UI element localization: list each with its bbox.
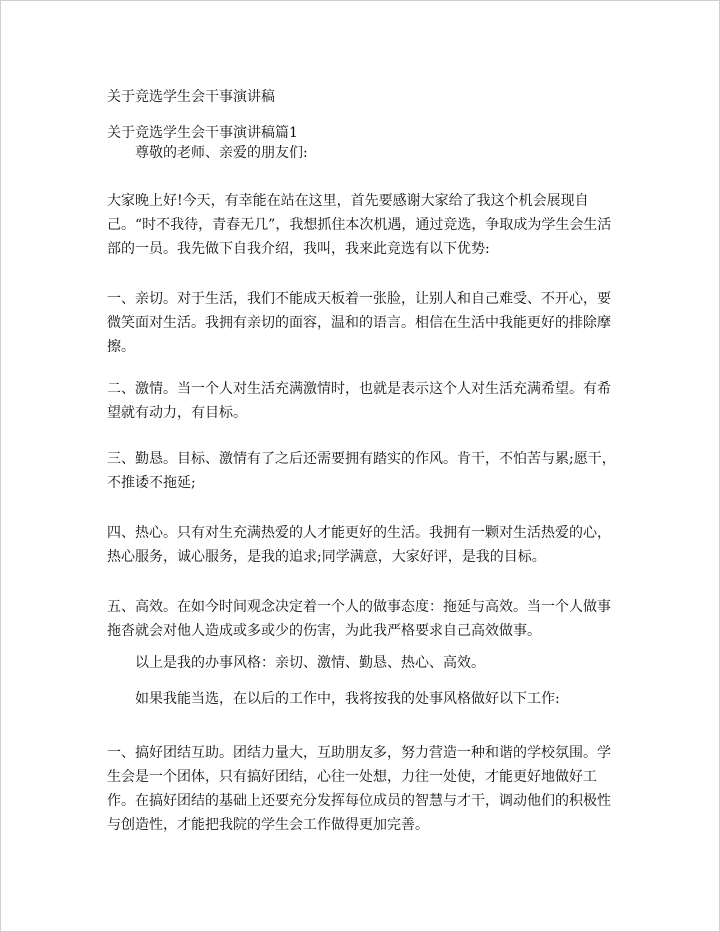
greeting: 尊敬的老师、亲爱的朋友们:	[135, 145, 308, 161]
paragraph-plan-1: 一、搞好团结互助。团结力量大，互助朋友多，努力营造一种和谐的学校氛围。学生会是一个团体，只有搞好团结，心往一处想，力往一处使，才能更好地做好工作。在搞好团结的基础上还要充分发挥每位成员的智慧与才干，调动他们的积极性与创造性，才能把我院的学生会工作做得更加完善。	[107, 745, 611, 833]
paragraph-point-3: 三、勤恳。目标、激情有了之后还需要拥有踏实的作风。肯干，不怕苦与累;愿干，不推诿不拖延;	[107, 451, 616, 491]
paragraph-point-2: 二、激情。当一个人对生活充满激情时，也就是表示这个人对生活充满希望。有希望就有动力，有目标。	[107, 381, 611, 421]
document-title: 关于竞选学生会干事演讲稿	[107, 89, 275, 105]
document-subtitle: 关于竞选学生会干事演讲稿篇1	[107, 125, 298, 141]
paragraph-intro: 大家晚上好!今天，有幸能在站在这里，首先要感谢大家给了我这个机会展现自己。“时不我待，青春无几”，我想抓住本次机遇，通过竞选，争取成为学生会生活部的一员。我先做下自我介绍，我叫，我来此竞选有以下优势:	[107, 193, 612, 257]
paragraph-plan-intro: 如果我能当选，在以后的工作中，我将按我的处事风格做好以下工作:	[135, 691, 560, 707]
paragraph-summary: 以上是我的办事风格：亲切、激情、勤恳、热心、高效。	[135, 655, 485, 671]
paragraph-point-5: 五、高效。在如今时间观念决定着一个人的做事态度：拖延与高效。当一个人做事拖沓就会对他人造成或多或少的伤害，为此我严格要求自己高效做事。	[107, 599, 611, 639]
paragraph-point-4: 四、热心。只有对生充满热爱的人才能更好的生活。我拥有一颗对生活热爱的心，热心服务，诚心服务，是我的追求;同学满意，大家好评，是我的目标。	[107, 525, 611, 565]
paragraph-point-1: 一、亲切。对于生活，我们不能成天板着一张脸，让别人和自己难受、不开心，要微笑面对生活。我拥有亲切的面容，温和的语言。相信在生活中我能更好的排除摩擦。	[107, 291, 611, 355]
